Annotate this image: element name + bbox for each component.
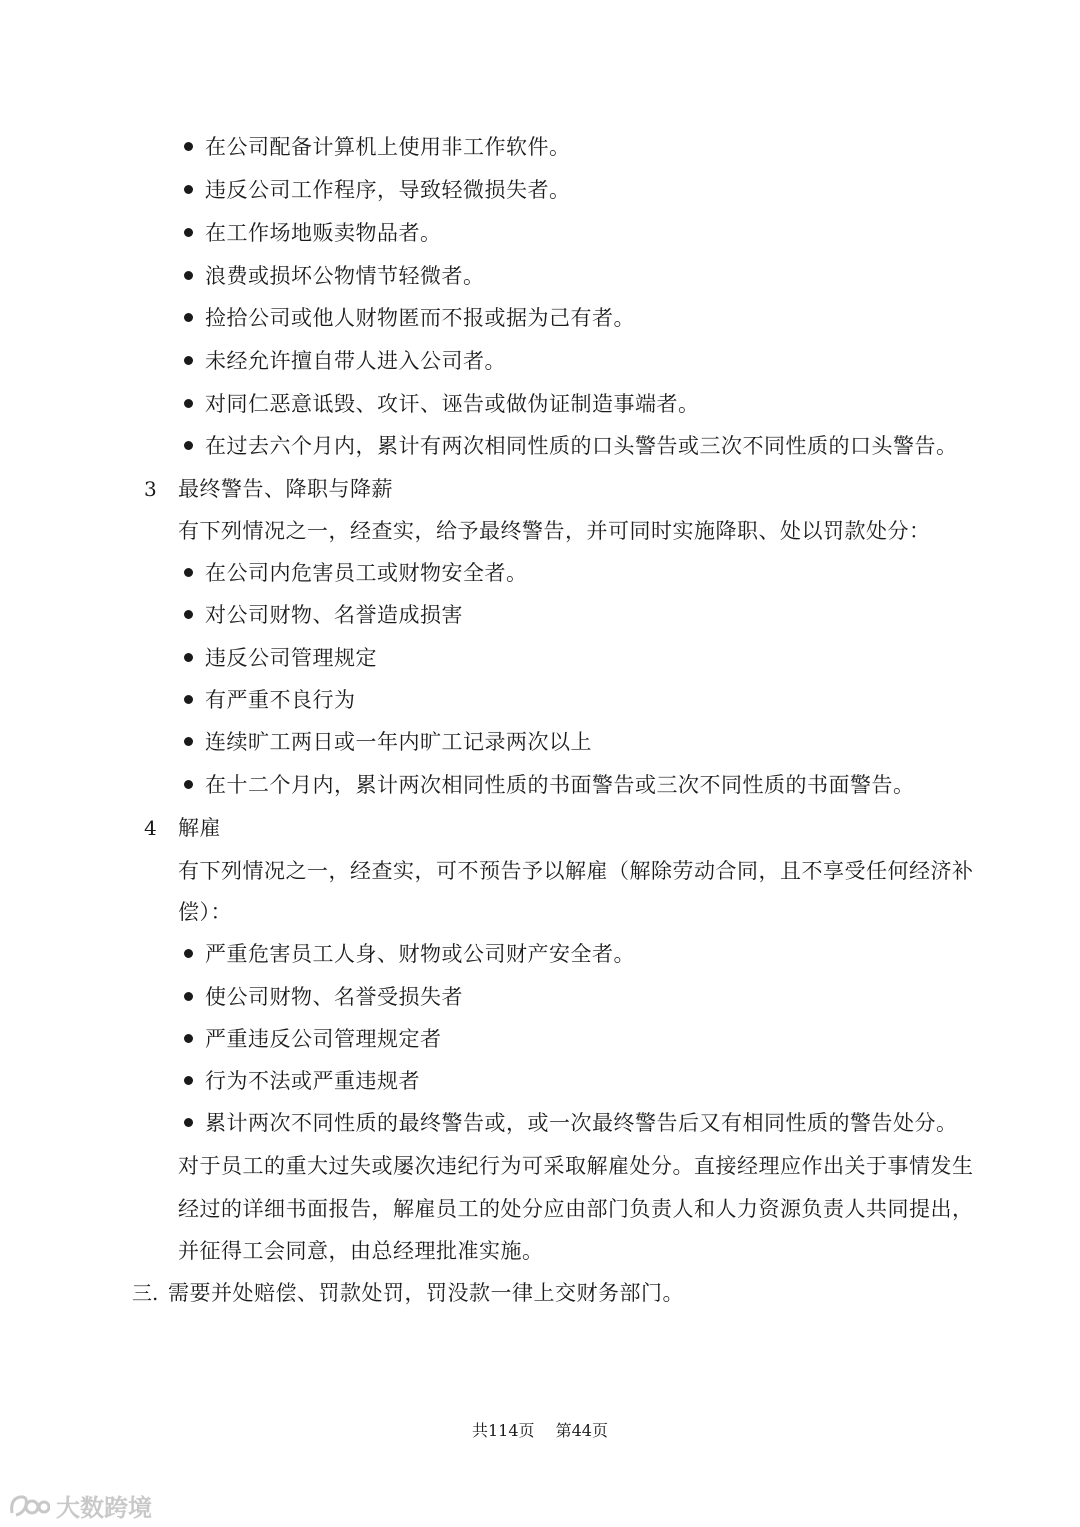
bullet-item xyxy=(184,643,377,673)
bullet-item xyxy=(184,431,958,461)
bullet-icon xyxy=(184,568,193,577)
bullet-item xyxy=(184,175,571,205)
bullet-text: 使公司财物、名誉受损失者 xyxy=(205,985,463,1009)
watermark xyxy=(8,1488,152,1523)
bullet-item xyxy=(184,1108,958,1138)
bullet-text: 在十二个月内，累计两次相同性质的书面警告或三次不同性质的书面警告。 xyxy=(205,773,915,797)
section-title: 最终警告、降职与降薪 xyxy=(178,477,393,501)
bullet-icon xyxy=(184,399,193,408)
bullet-item xyxy=(184,132,571,162)
bullet-item xyxy=(184,261,485,291)
bullet-icon xyxy=(184,780,193,789)
bullet-text: 违反公司管理规定 xyxy=(205,646,377,670)
page-footer xyxy=(0,1420,1080,1442)
section-number: 3 xyxy=(144,477,157,501)
bullet-icon xyxy=(184,142,193,151)
watermark-text: 大数跨境 xyxy=(56,1494,152,1522)
bullet-text: 行为不法或严重违规者 xyxy=(205,1069,420,1093)
bullet-text: 在过去六个月内，累计有两次相同性质的口头警告或三次不同性质的口头警告。 xyxy=(205,434,958,458)
bullet-icon xyxy=(184,695,193,704)
bullet-text: 未经允许擅自带人进入公司者。 xyxy=(205,349,506,373)
bullet-icon xyxy=(184,313,193,322)
bullet-item xyxy=(184,1024,442,1054)
bullet-item xyxy=(184,982,463,1012)
bullet-item xyxy=(184,218,442,248)
bullet-item xyxy=(184,939,635,969)
closing-paragraph-line: 对于员工的重大过失或屡次违纪行为可采取解雇处分。直接经理应作出关于事情发生 xyxy=(178,1154,974,1178)
bullet-item xyxy=(184,1066,420,1096)
bullet-text: 有严重不良行为 xyxy=(205,688,356,712)
bullet-text: 在工作场地贩卖物品者。 xyxy=(205,221,442,245)
bullet-icon xyxy=(184,1034,193,1043)
bullet-icon xyxy=(184,1118,193,1127)
section-intro: 有下列情况之一，经查实，给予最终警告，并可同时实施降职、处以罚款处分： xyxy=(178,519,931,543)
bullet-text: 连续旷工两日或一年内旷工记录两次以上 xyxy=(205,730,592,754)
bullet-item xyxy=(184,389,700,419)
section-intro-continued: 偿）： xyxy=(178,900,232,924)
bullet-text: 累计两次不同性质的最终警告或，或一次最终警告后又有相同性质的警告处分。 xyxy=(205,1111,958,1135)
bullet-text: 浪费或损坏公物情节轻微者。 xyxy=(205,264,485,288)
closing-paragraph-line: 并征得工会同意，由总经理批准实施。 xyxy=(178,1239,544,1263)
page-current: 第44页 xyxy=(555,1421,608,1440)
bullet-icon xyxy=(184,441,193,450)
bullet-item xyxy=(184,727,592,757)
bullet-icon xyxy=(184,992,193,1001)
bullet-icon xyxy=(184,737,193,746)
bullet-text: 捡拾公司或他人财物匿而不报或据为己有者。 xyxy=(205,306,635,330)
bullet-text: 在公司内危害员工或财物安全者。 xyxy=(205,561,528,585)
bullet-item xyxy=(184,685,356,715)
bullet-item xyxy=(184,303,635,333)
item-text: 需要并处赔偿、罚款处罚，罚没款一律上交财务部门。 xyxy=(168,1281,684,1305)
bullet-icon xyxy=(184,271,193,280)
bullet-icon xyxy=(184,356,193,365)
bullet-item xyxy=(184,600,463,630)
item-number: 三. xyxy=(132,1281,159,1305)
bullet-icon xyxy=(184,610,193,619)
bullet-icon xyxy=(184,653,193,662)
bullet-text: 严重违反公司管理规定者 xyxy=(205,1027,442,1051)
bullet-icon xyxy=(184,228,193,237)
bullet-icon xyxy=(184,1076,193,1085)
watermark-logo-icon xyxy=(8,1493,50,1519)
bullet-text: 对公司财物、名誉造成损害 xyxy=(205,603,463,627)
page-total: 共114页 xyxy=(471,1421,535,1440)
bullet-item xyxy=(184,770,915,800)
bullet-icon xyxy=(184,949,193,958)
bullet-text: 对同仁恶意诋毁、攻讦、诬告或做伪证制造事端者。 xyxy=(205,392,700,416)
section-intro: 有下列情况之一，经查实，可不预告予以解雇（解除劳动合同，且不享受任何经济补 xyxy=(178,859,974,883)
section-number: 4 xyxy=(144,816,157,840)
bullet-text: 在公司配备计算机上使用非工作软件。 xyxy=(205,135,571,159)
bullet-text: 严重危害员工人身、财物或公司财产安全者。 xyxy=(205,942,635,966)
section-title: 解雇 xyxy=(178,816,221,840)
bullet-item xyxy=(184,558,528,588)
bullet-text: 违反公司工作程序，导致轻微损失者。 xyxy=(205,178,571,202)
closing-paragraph-line: 经过的详细书面报告，解雇员工的处分应由部门负责人和人力资源负责人共同提出， xyxy=(178,1197,974,1221)
bullet-icon xyxy=(184,185,193,194)
bullet-item xyxy=(184,346,506,376)
